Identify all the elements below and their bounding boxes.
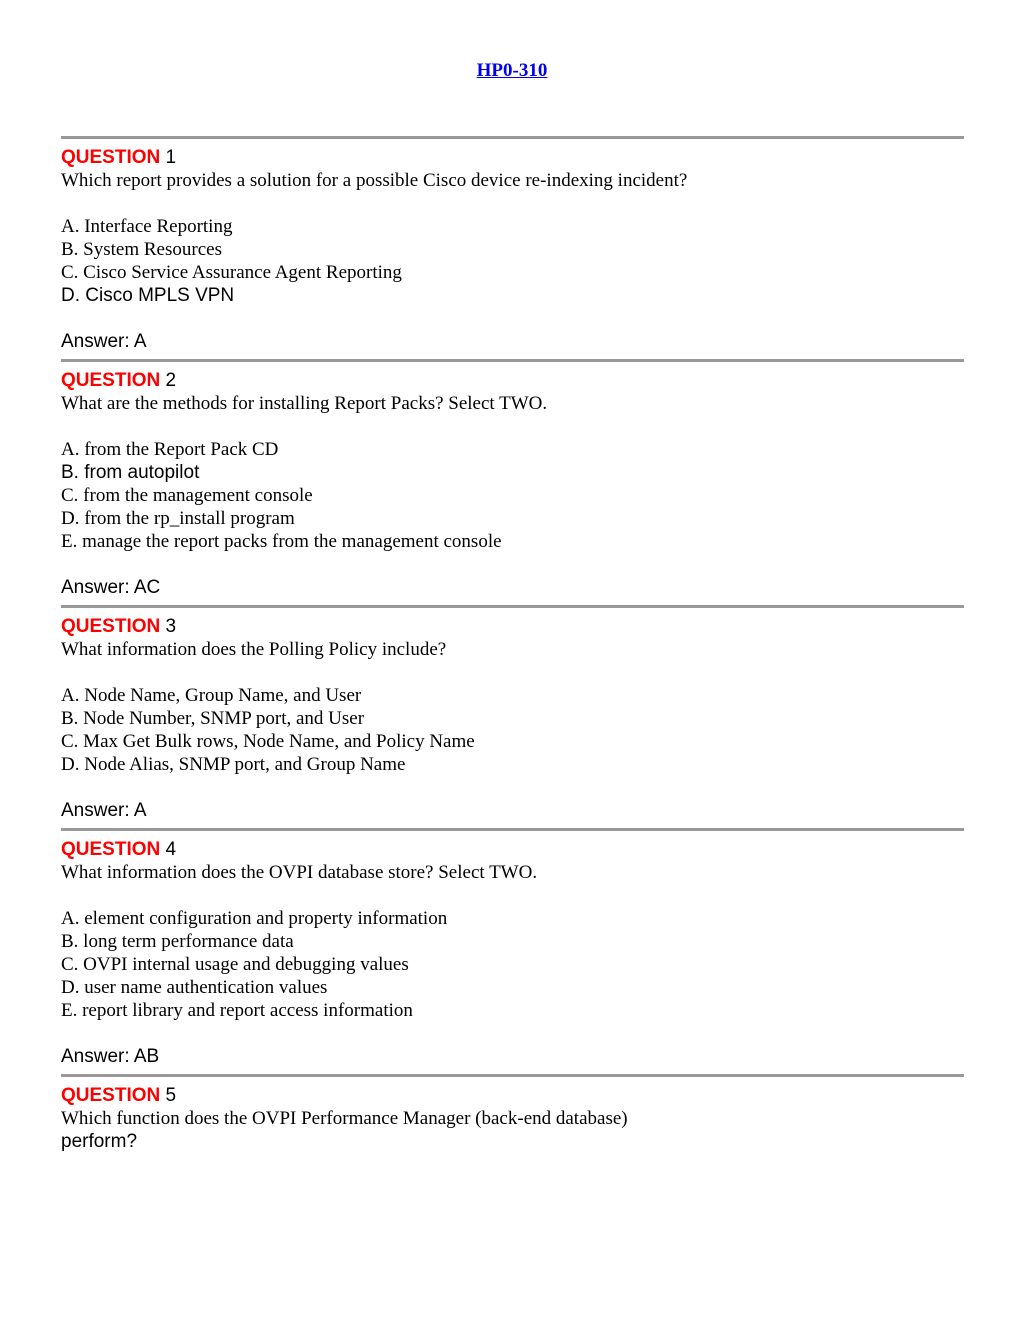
answer-text: Answer: AB	[61, 1046, 160, 1067]
option-c: C. from the management console	[61, 485, 313, 506]
option-b: B. from autopilot	[61, 462, 200, 483]
exam-code-link[interactable]: HP0-310	[476, 60, 548, 81]
option-c: C. Max Get Bulk rows, Node Name, and Policy Name	[61, 731, 475, 752]
question-number: 1	[165, 147, 177, 168]
question-prompt: What are the methods for installing Report Packs? Select TWO.	[61, 393, 548, 414]
question-prompt-continued: perform?	[61, 1131, 138, 1152]
option-b: B. System Resources	[61, 239, 222, 260]
answer-text: Answer: AC	[61, 577, 161, 598]
question-heading	[61, 146, 964, 169]
question-heading	[61, 369, 964, 392]
question-block-4	[61, 838, 964, 1068]
divider	[61, 1074, 964, 1077]
option-d: D. Node Alias, SNMP port, and Group Name	[61, 754, 406, 775]
question-label: QUESTION	[61, 370, 161, 391]
option-a: A. from the Report Pack CD	[61, 439, 279, 460]
question-prompt: Which function does the OVPI Performance Manager (back-end database)	[61, 1108, 628, 1129]
option-e: E. manage the report packs from the management console	[61, 531, 502, 552]
option-d: D. Cisco MPLS VPN	[61, 285, 235, 306]
question-label: QUESTION	[61, 616, 161, 637]
question-prompt: What information does the OVPI database store? Select TWO.	[61, 862, 538, 883]
question-number: 4	[165, 839, 177, 860]
divider	[61, 828, 964, 831]
question-block-5	[61, 1084, 964, 1153]
question-block-1	[61, 146, 964, 353]
option-a: A. element configuration and property information	[61, 908, 448, 929]
answer-text: Answer: A	[61, 331, 147, 352]
option-a: A. Interface Reporting	[61, 216, 233, 237]
option-c: C. OVPI internal usage and debugging values	[61, 954, 409, 975]
option-b: B. Node Number, SNMP port, and User	[61, 708, 365, 729]
answer-text: Answer: A	[61, 800, 147, 821]
question-heading	[61, 838, 964, 861]
question-prompt: What information does the Polling Policy include?	[61, 639, 447, 660]
question-block-2	[61, 369, 964, 599]
question-number: 5	[165, 1085, 177, 1106]
question-list	[61, 136, 964, 1153]
question-prompt: Which report provides a solution for a possible Cisco device re-indexing incident?	[61, 170, 688, 191]
divider	[61, 359, 964, 362]
question-label: QUESTION	[61, 1085, 161, 1106]
divider	[61, 136, 964, 139]
question-label: QUESTION	[61, 839, 161, 860]
question-number: 2	[165, 370, 177, 391]
option-d: D. user name authentication values	[61, 977, 328, 998]
divider	[61, 605, 964, 608]
question-heading	[61, 615, 964, 638]
option-b: B. long term performance data	[61, 931, 294, 952]
question-label: QUESTION	[61, 147, 161, 168]
option-c: C. Cisco Service Assurance Agent Reporting	[61, 262, 402, 283]
option-e: E. report library and report access information	[61, 1000, 413, 1021]
question-block-3	[61, 615, 964, 822]
question-number: 3	[165, 616, 177, 637]
option-d: D. from the rp_install program	[61, 508, 295, 529]
question-heading	[61, 1084, 964, 1107]
option-a: A. Node Name, Group Name, and User	[61, 685, 362, 706]
